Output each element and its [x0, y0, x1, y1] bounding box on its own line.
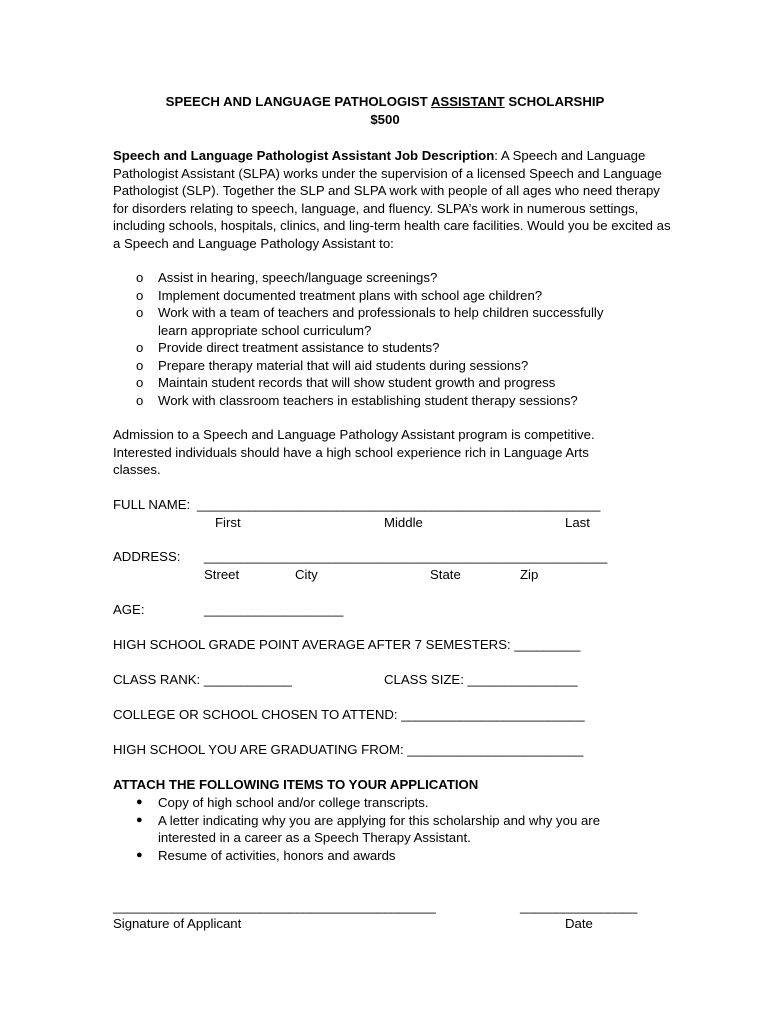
list-item-text: Assist in hearing, speech/language screenings? [158, 270, 438, 285]
state-caption: State [430, 567, 461, 582]
address-label: ADDRESS: [113, 549, 181, 564]
bullet-marker: o [136, 357, 144, 373]
title-text-end: SCHOLARSHIP [504, 94, 605, 109]
high-school-field[interactable]: HIGH SCHOOL YOU ARE GRADUATING FROM: ________________________ [113, 742, 584, 757]
bullet-marker: ● [136, 796, 143, 808]
list-item-text: Copy of high school and/or college transcripts. [158, 795, 429, 810]
bullet-marker: o [136, 305, 144, 320]
age-label: AGE: [113, 602, 145, 617]
attachments-heading: ATTACH THE FOLLOWING ITEMS TO YOUR APPLICATION [113, 777, 479, 792]
full-name-label: FULL NAME: [113, 497, 191, 512]
list-item [113, 374, 653, 392]
list-item-text: Prepare therapy material that will aid students during sessions? [158, 357, 529, 373]
college-field[interactable]: COLLEGE OR SCHOOL CHOSEN TO ATTEND: _________________________ [113, 707, 585, 722]
date-field[interactable]: ________________ [520, 899, 638, 914]
date-label: Date [565, 916, 593, 931]
first-name-caption: First [215, 515, 241, 530]
list-item [113, 287, 653, 305]
list-item [113, 357, 653, 375]
list-item [113, 304, 628, 339]
bullet-marker: ● [136, 848, 143, 861]
list-item [113, 794, 653, 812]
list-item [113, 812, 640, 847]
list-item [113, 339, 653, 357]
list-item-text: Implement documented treatment plans with school age children? [158, 287, 543, 303]
bullet-marker: o [136, 375, 144, 390]
job-description-text: : A Speech and Language Pathologist Assistant (SLPA) works under the supervision of a licensed Speech and Language Pathologist (SLP). Together the SLP and SLPA work with people of all ages who need therapy for disorders relating to speech, language, and fluency. SLPA’s work in numerous settings, including schools, hospitals, clinics, and ling-term health care facilities. Would you be excited as a Speech and Language Pathology Assistant to: [113, 148, 671, 251]
last-name-caption: Last [565, 515, 590, 530]
age-field[interactable]: ___________________ [204, 602, 344, 617]
address-field[interactable]: _______________________________________________________ [204, 549, 608, 564]
job-duties-list [113, 269, 653, 409]
scholarship-amount: $500 [370, 112, 400, 127]
street-caption: Street [204, 567, 240, 582]
bullet-marker: o [136, 392, 144, 408]
bullet-marker: o [136, 340, 144, 355]
full-name-field[interactable]: _______________________________________________________ [197, 497, 601, 512]
signature-field[interactable]: ____________________________________________ [113, 899, 436, 914]
city-caption: City [295, 567, 318, 582]
bullet-marker: o [136, 287, 144, 303]
job-description-paragraph [113, 147, 673, 252]
title-underlined-word: ASSISTANT [430, 94, 505, 109]
gpa-field[interactable]: HIGH SCHOOL GRADE POINT AVERAGE AFTER 7 SEMESTERS: _________ [113, 637, 581, 652]
zip-caption: Zip [520, 567, 539, 582]
admission-paragraph: Admission to a Speech and Language Pathology Assistant program is competitive. Interested individuals should have a high school experience rich in Language Arts classes. [113, 427, 595, 477]
middle-name-caption: Middle [384, 515, 423, 530]
bullet-marker: ● [136, 813, 143, 826]
list-item-text: Resume of activities, honors and awards [158, 847, 396, 863]
list-item-text: A letter indicating why you are applying for this scholarship and why you are interested in a career as a Speech Therapy Assistant. [158, 812, 601, 845]
class-size-field[interactable]: CLASS SIZE: _______________ [384, 672, 578, 687]
class-rank-field[interactable]: CLASS RANK: ____________ [113, 672, 292, 687]
list-item [113, 269, 653, 287]
job-description-label: Speech and Language Pathologist Assistant Job Description [113, 148, 495, 163]
page-title [0, 93, 770, 111]
list-item-text: Provide direct treatment assistance to students? [158, 340, 440, 355]
list-item-text: Work with a team of teachers and professionals to help children successfully learn appropriate school curriculum? [158, 305, 604, 338]
attachments-list [113, 794, 653, 864]
list-item [113, 847, 653, 865]
bullet-marker: o [136, 270, 144, 285]
signature-label: Signature of Applicant [113, 916, 242, 931]
title-text-start: SPEECH AND LANGUAGE PATHOLOGIST [165, 94, 431, 109]
list-item-text: Work with classroom teachers in establishing student therapy sessions? [158, 392, 578, 408]
list-item-text: Maintain student records that will show student growth and progress [158, 375, 556, 390]
list-item [113, 392, 653, 410]
